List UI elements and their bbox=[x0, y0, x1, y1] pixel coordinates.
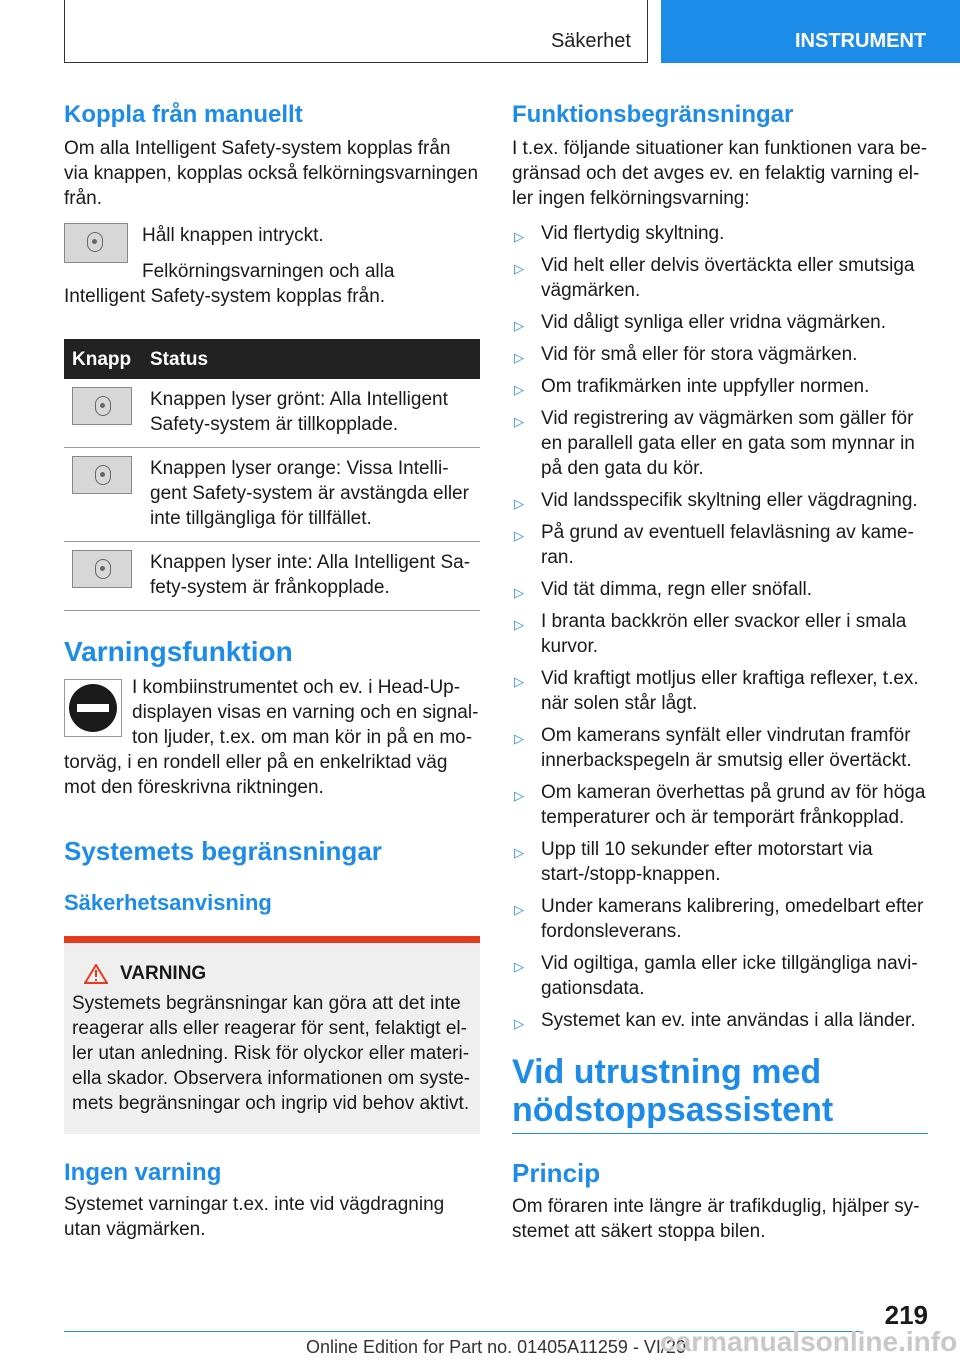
chapter-title: INSTRUMENT bbox=[795, 30, 927, 52]
principle-heading: Princip bbox=[512, 1158, 601, 1188]
list-item-text: Om trafikmärken inte uppfyller normen. bbox=[541, 376, 870, 397]
list-item bbox=[512, 837, 928, 887]
list-item-text: Vid dåligt synliga eller vridna vägmärken. bbox=[541, 312, 886, 333]
manual-off-step2: Felkörningsvarningen och alla Intelligent Safety-system kopplas från. bbox=[64, 261, 395, 307]
bullet-arrow-icon: ▷ bbox=[514, 959, 524, 974]
list-item bbox=[512, 609, 928, 659]
list-item bbox=[512, 780, 928, 830]
bullet-arrow-icon: ▷ bbox=[514, 318, 524, 333]
bullet-arrow-icon: ▷ bbox=[514, 617, 524, 632]
list-item bbox=[512, 577, 928, 602]
list-item-text: Upp till 10 sekunder efter motorstart via start-/stopp-knappen. bbox=[541, 839, 873, 885]
bullet-arrow-icon: ▷ bbox=[514, 788, 524, 803]
list-item-text: Vid kraftigt motljus eller kraftiga reflexer, t.ex. när solen står lågt. bbox=[541, 668, 919, 714]
warning-triangle-icon bbox=[84, 964, 108, 984]
bullet-arrow-icon: ▷ bbox=[514, 382, 524, 397]
table-row bbox=[64, 448, 480, 542]
list-item-text: I branta backkrön eller svackor eller i smala kurvor. bbox=[541, 611, 907, 657]
list-item-text: Vid registrering av vägmärken som gäller för en parallell gata eller en gata som mynnar in på den gata du kör. bbox=[541, 408, 915, 479]
bullet-arrow-icon: ▷ bbox=[514, 350, 524, 365]
bullet-arrow-icon: ▷ bbox=[514, 674, 524, 689]
bullet-arrow-icon: ▷ bbox=[514, 585, 524, 600]
list-item bbox=[512, 406, 928, 481]
bullet-arrow-icon: ▷ bbox=[514, 414, 524, 429]
right-column bbox=[512, 100, 928, 1244]
bullet-arrow-icon: ▷ bbox=[514, 845, 524, 860]
list-item bbox=[512, 488, 928, 513]
section-title: Säkerhet bbox=[550, 30, 631, 52]
manual-off-step1: Håll knappen intryckt. bbox=[142, 225, 324, 246]
left-column bbox=[64, 100, 480, 1242]
list-item-text: Vid för små eller för stora vägmärken. bbox=[541, 344, 858, 365]
list-item-text: Systemet kan ev. inte användas i alla länder. bbox=[541, 1010, 916, 1031]
warning-box bbox=[64, 936, 480, 1134]
list-item bbox=[512, 951, 928, 1001]
section-divider bbox=[512, 1133, 928, 1134]
bullet-arrow-icon: ▷ bbox=[514, 731, 524, 746]
safety-note-heading: Säkerhetsanvisning bbox=[64, 890, 272, 915]
emergency-heading-line1: Vid utrustning med bbox=[512, 1053, 822, 1091]
list-item-text: Under kamerans kalibrering, omedelbart efter fordonsleverans. bbox=[541, 896, 924, 942]
list-item-text: Vid helt eller delvis övertäckta eller smutsiga vägmärken. bbox=[541, 255, 915, 301]
warning-function-block bbox=[64, 675, 480, 800]
list-item-text: På grund av eventuell felavläsning av kame-ran. bbox=[541, 522, 914, 568]
col-header-status: Status bbox=[142, 339, 480, 379]
bullet-arrow-icon: ▷ bbox=[514, 902, 524, 917]
list-item-text: Vid tät dimma, regn eller snöfall. bbox=[541, 579, 813, 600]
header-section-box bbox=[64, 0, 648, 63]
safety-button-icon bbox=[64, 223, 128, 263]
table-cell-status: Knappen lyser orange: Vissa Intelli-gent Safety-system är avstängda eller inte tillgängliga för tillfället. bbox=[142, 448, 480, 542]
no-warning-heading: Ingen varning bbox=[64, 1159, 222, 1186]
list-item-text: Vid ogiltiga, gamla eller icke tillgängliga navi-gationsdata. bbox=[541, 953, 918, 999]
list-item-text: Om kameran överhettas på grund av för höga temperaturer och är temporärt frånkopplad. bbox=[541, 782, 926, 828]
list-item bbox=[512, 894, 928, 944]
list-item-text: Vid flertydig skyltning. bbox=[541, 223, 725, 244]
manual-off-intro: Om alla Intelligent Safety-system kopplas från via knappen, kopplas också felkörningsvarningen från. bbox=[64, 138, 479, 209]
safety-button-green-icon bbox=[72, 387, 132, 425]
list-item bbox=[512, 374, 928, 399]
warning-label: VARNING bbox=[120, 963, 207, 984]
bullet-arrow-icon: ▷ bbox=[514, 261, 524, 276]
bullet-arrow-icon: ▷ bbox=[514, 1016, 524, 1031]
list-item bbox=[512, 1008, 928, 1033]
bullet-arrow-icon: ▷ bbox=[514, 528, 524, 543]
safety-button-off-icon bbox=[72, 550, 132, 588]
emergency-heading bbox=[512, 1053, 928, 1129]
page-number: 219 bbox=[884, 1300, 928, 1330]
limits-heading: Systemets begränsningar bbox=[64, 836, 382, 866]
list-item bbox=[512, 520, 928, 570]
func-limits-intro: I t.ex. följande situationer kan funktionen vara be-gränsad och det avges ev. en felaktig varning el-ler ingen felkörningsvarning: bbox=[512, 138, 928, 209]
list-item-text: Vid landsspecifik skyltning eller vägdragning. bbox=[541, 490, 918, 511]
list-item bbox=[512, 310, 928, 335]
warning-function-text: I kombiinstrumentet och ev. i Head-Up-displayen visas en varning och en signal-ton ljuder, t.ex. om man kör in på en mo-torväg, i en rondell eller på en enkelriktad väg mot den föreskrivna riktningen. bbox=[64, 677, 479, 798]
manual-off-step bbox=[64, 223, 480, 263]
watermark: carmanualsonline.info bbox=[660, 1326, 958, 1357]
list-item bbox=[512, 723, 928, 773]
emergency-heading-line2: nödstoppsassistent bbox=[512, 1091, 834, 1129]
no-entry-icon bbox=[64, 679, 122, 737]
status-table bbox=[64, 339, 480, 611]
func-limits-heading: Funktionsbegränsningar bbox=[512, 101, 794, 128]
chapter-tab[interactable] bbox=[661, 0, 960, 63]
col-header-button: Knapp bbox=[64, 339, 142, 379]
footer-edition: Online Edition for Part no. 01405A11259 - VI/20 bbox=[306, 1337, 686, 1357]
manual-off-heading: Koppla från manuellt bbox=[64, 101, 303, 128]
table-row bbox=[64, 542, 480, 611]
bullet-arrow-icon: ▷ bbox=[514, 229, 524, 244]
no-warning-text: Systemet varningar t.ex. inte vid vägdragning utan vägmärken. bbox=[64, 1194, 445, 1240]
warning-function-heading: Varningsfunktion bbox=[64, 636, 293, 667]
bullet-arrow-icon: ▷ bbox=[514, 496, 524, 511]
list-item bbox=[512, 253, 928, 303]
table-cell-status: Knappen lyser inte: Alla Intelligent Sa-fety-system är frånkopplade. bbox=[142, 542, 480, 611]
list-item bbox=[512, 666, 928, 716]
list-item-text: Om kamerans synfält eller vindrutan framför innerbackspegeln är smutsig eller övertäckt. bbox=[541, 725, 912, 771]
func-limits-list bbox=[512, 221, 928, 1033]
warning-title bbox=[84, 963, 472, 985]
list-item bbox=[512, 342, 928, 367]
safety-button-orange-icon bbox=[72, 456, 132, 494]
list-item bbox=[512, 221, 928, 246]
table-row bbox=[64, 379, 480, 448]
principle-text: Om föraren inte längre är trafikduglig, hjälper sy-stemet att säkert stoppa bilen. bbox=[512, 1196, 920, 1242]
warning-text: Systemets begränsningar kan göra att det inte reagerar alls eller reagerar för sent, felaktigt el-ler utan anledning. Risk för olyckor eller materi-ella skador. Observera informationen om syste-mets begränsningar och ingrip vid behov aktivt. bbox=[72, 993, 471, 1114]
table-cell-status: Knappen lyser grönt: Alla Intelligent Safety-system är tillkopplade. bbox=[142, 379, 480, 448]
